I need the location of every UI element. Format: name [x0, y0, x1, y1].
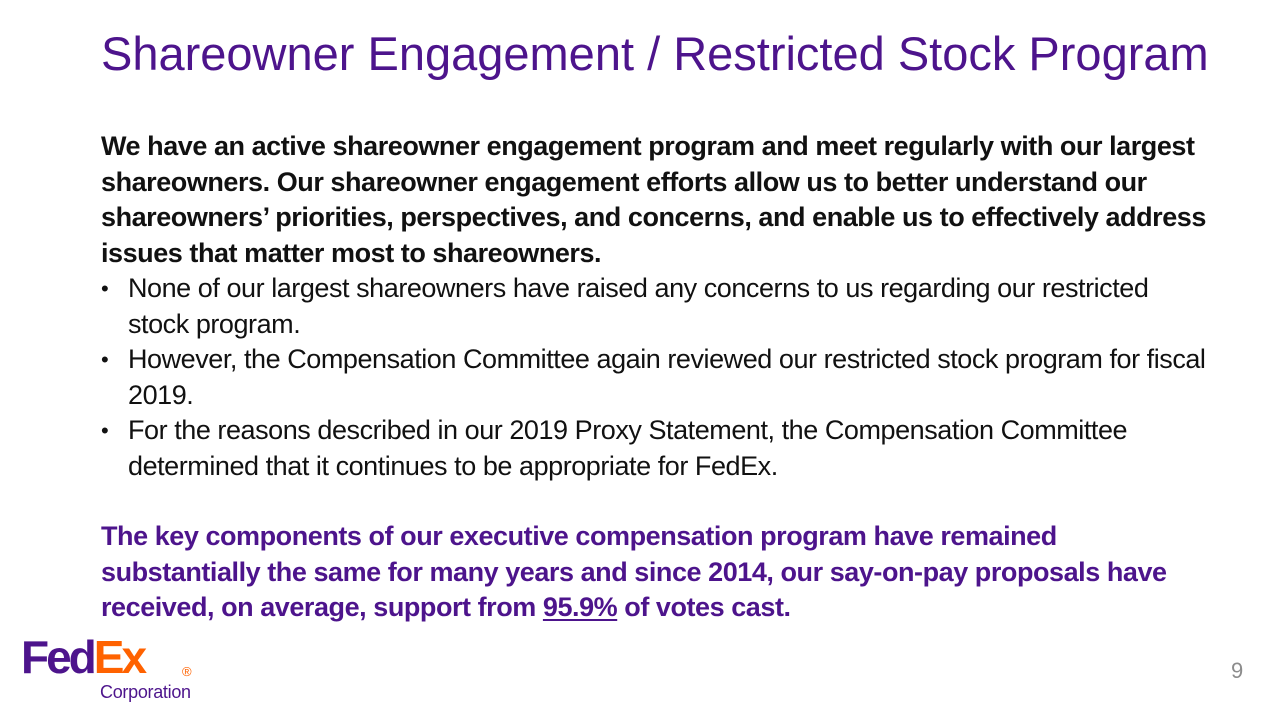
- bullet-marker: •: [101, 418, 109, 443]
- closing-text-lead: The key components of our executive compensation program have remained substantially the same for many years and since 2014, our say-on-pay proposals have received, on average, support from: [101, 521, 1167, 622]
- bullet-marker: •: [101, 276, 109, 301]
- closing-statement: [101, 519, 1211, 626]
- fedex-corporation-logo: [21, 631, 201, 706]
- logo-fed-text: Fed: [21, 631, 94, 683]
- bullet-item: [101, 413, 1211, 484]
- bullet-text: However, the Compensation Committee again reviewed our restricted stock program for fiscal 2019.: [128, 344, 1206, 410]
- slide-title: Shareowner Engagement / Restricted Stock Program: [101, 27, 1209, 80]
- say-on-pay-support-value: 95.9%: [542, 592, 618, 622]
- bullet-item: [101, 271, 1211, 342]
- fedex-wordmark: [21, 631, 145, 683]
- intro-paragraph: We have an active shareowner engagement program and meet regularly with our largest shareowners. Our shareowner engagement efforts allow us to better understand our shareowners’ priorities, perspectives, and concerns, and enable us to effectively address issues that matter most to shareowners.: [101, 131, 1206, 268]
- bullet-text: None of our largest shareowners have raised any concerns to us regarding our restricted stock program.: [128, 273, 1149, 339]
- bullet-marker: •: [101, 347, 109, 372]
- bullet-text: For the reasons described in our 2019 Proxy Statement, the Compensation Committee determined that it continues to be appropriate for FedEx.: [128, 415, 1128, 481]
- page-number: 9: [1231, 658, 1244, 683]
- bullet-list: [101, 271, 1211, 484]
- closing-text-tail: of votes cast.: [617, 592, 791, 622]
- bullet-item: [101, 342, 1211, 413]
- registered-mark-icon: ®: [182, 664, 192, 679]
- logo-corporation-text: Corporation: [100, 682, 191, 702]
- logo-ex-text: Ex: [93, 631, 145, 683]
- slide-body: [101, 129, 1211, 626]
